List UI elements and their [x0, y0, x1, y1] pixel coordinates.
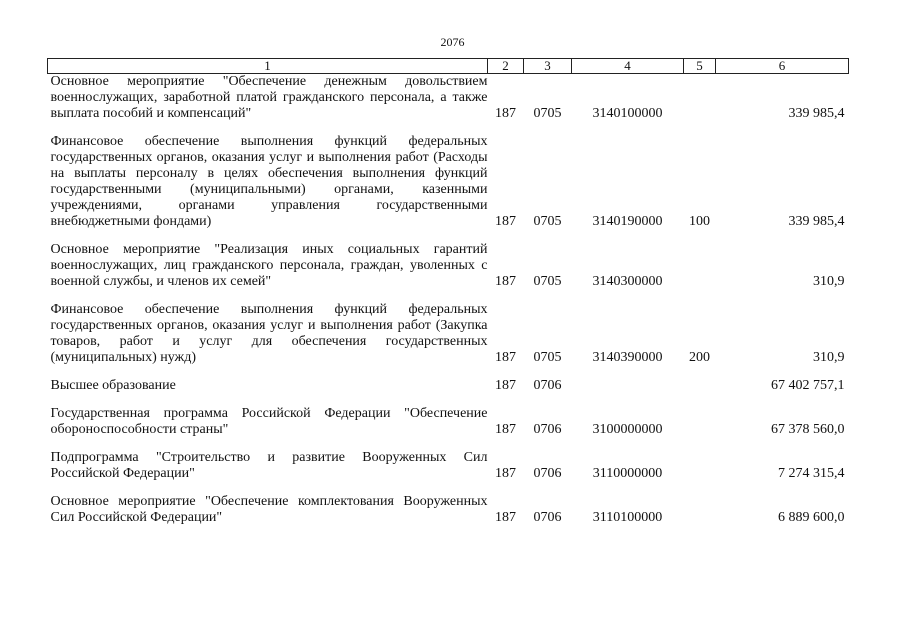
row-amount: 310,9 [813, 274, 845, 289]
table-row [48, 366, 849, 394]
row-ved: 187 [495, 106, 516, 121]
budget-table [47, 58, 849, 526]
row-csr: 3140300000 [592, 274, 663, 289]
row-amount: 67 378 560,0 [771, 422, 845, 437]
row-rz: 0706 [533, 378, 562, 393]
row-amount: 339 985,4 [788, 106, 845, 121]
row-amount: 310,9 [813, 350, 845, 365]
row-rz: 0705 [533, 106, 562, 121]
row-amount: 7 274 315,4 [778, 466, 845, 481]
row-ved: 187 [495, 422, 516, 437]
row-vr: 200 [689, 350, 710, 365]
row-vr [684, 74, 716, 123]
row-name: Высшее образование [50, 378, 176, 393]
row-amount: 67 402 757,1 [771, 378, 845, 393]
row-csr: 3140190000 [592, 214, 663, 229]
row-ved: 187 [495, 466, 516, 481]
row-name: Подпрограмма "Строительство и развитие Вооруженных Сил Российской Федерации" [50, 450, 488, 481]
table-row [48, 230, 849, 290]
row-rz: 0705 [533, 274, 562, 289]
row-name: Государственная программа Российской Федерации "Обеспечение обороноспособности страны" [50, 406, 488, 437]
row-vr [684, 366, 716, 394]
header-col-6: 6 [716, 59, 849, 74]
row-rz: 0706 [533, 466, 562, 481]
row-ved: 187 [495, 274, 516, 289]
row-name: Основное мероприятие "Реализация иных социальных гарантий военнослужащих, лиц гражданского персонала, граждан, уволенных с военной службы, и членов их семей" [50, 242, 488, 289]
row-name: Финансовое обеспечение выполнения функций федеральных государственных органов, оказания услуг и выполнения работ (Расходы на выплаты персоналу в целях обеспечения выполнения функций государственными (муниципальными) органами, казенными учреждениями, органами управления государственными внебюджетными фондами) [50, 134, 488, 229]
row-ved: 187 [495, 510, 516, 525]
row-vr [684, 482, 716, 526]
header-col-5: 5 [684, 59, 716, 74]
row-ved: 187 [495, 350, 516, 365]
row-ved: 187 [495, 214, 516, 229]
row-vr [684, 394, 716, 438]
table-row [48, 74, 849, 123]
row-csr: 3110000000 [592, 466, 663, 481]
row-ved: 187 [495, 378, 516, 393]
table-row [48, 290, 849, 366]
table-body [48, 74, 849, 527]
header-col-3: 3 [524, 59, 572, 74]
row-rz: 0705 [533, 214, 562, 229]
row-name: Основное мероприятие "Обеспечение денежным довольствием военнослужащих, заработной платой гражданского персонала, а также выплата пособий и компенсаций" [50, 74, 488, 121]
header-col-4: 4 [572, 59, 684, 74]
row-name: Основное мероприятие "Обеспечение комплектования Вооруженных Сил Российской Федерации" [50, 494, 488, 525]
page-number: 2076 [440, 35, 465, 49]
row-rz: 0706 [533, 510, 562, 525]
row-csr: 3140100000 [592, 106, 663, 121]
header-col-2: 2 [488, 59, 524, 74]
row-vr [684, 230, 716, 290]
row-name: Финансовое обеспечение выполнения функций федеральных государственных органов, оказания услуг и выполнения работ (Закупка товаров, работ и услуг для обеспечения государственных (муниципальных) нужд) [50, 302, 488, 365]
header-col-1: 1 [48, 59, 488, 74]
row-vr: 100 [689, 214, 710, 229]
row-csr: 3100000000 [592, 422, 663, 437]
header-row [48, 59, 849, 74]
row-csr: 3110100000 [592, 510, 663, 525]
row-csr: 3140390000 [592, 350, 663, 365]
table-row [48, 482, 849, 526]
table-header [48, 59, 849, 74]
row-vr [684, 438, 716, 482]
row-csr [572, 366, 684, 394]
row-rz: 0705 [533, 350, 562, 365]
row-amount: 6 889 600,0 [778, 510, 845, 525]
row-rz: 0706 [533, 422, 562, 437]
row-amount: 339 985,4 [788, 214, 845, 229]
table-row [48, 122, 849, 230]
table-row [48, 394, 849, 438]
table-row [48, 438, 849, 482]
